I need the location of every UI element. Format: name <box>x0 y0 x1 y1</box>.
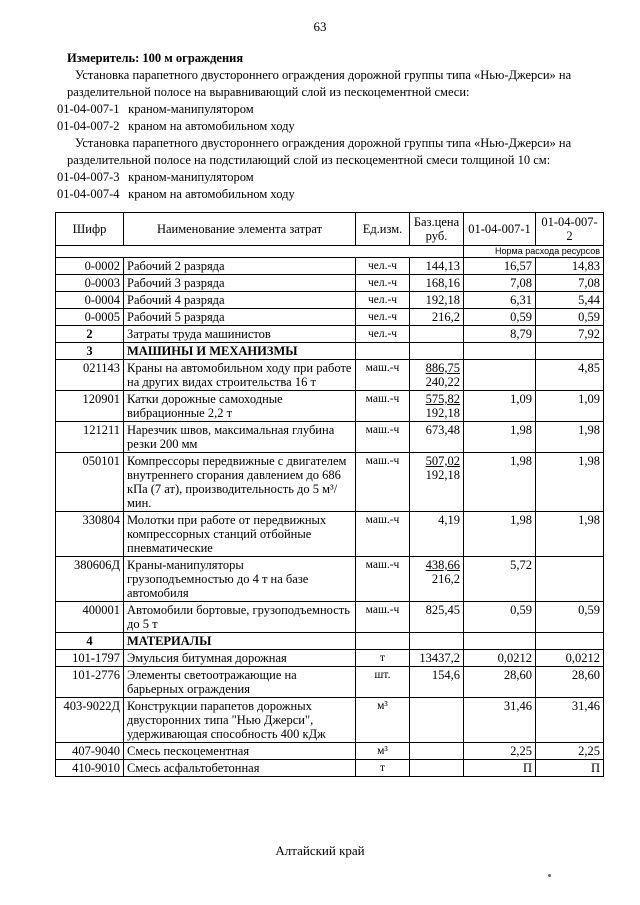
cell-norm-2: 1,98 <box>536 453 604 512</box>
work-description: Установка парапетного двустороннего ограждения дорожной группы типа «Нью-Джерси» на разделительной полосе на подстилающий слой из пескоцементной смеси толщиной 10 см: <box>67 136 572 167</box>
cell-name: Смесь пескоцементная <box>124 743 356 760</box>
cell-name: Катки дорожные самоходные вибрационные 2,2 т <box>124 391 356 422</box>
cell-norm-2: 0,59 <box>536 309 604 326</box>
cell-name: Элементы светоотражающие на барьерных ограждения <box>124 667 356 698</box>
header-name: Наименование элемента затрат <box>124 213 356 246</box>
cell-name: Нарезчик швов, максимальная глубина резки 200 мм <box>124 422 356 453</box>
cell-norm-1: 0,59 <box>464 602 536 633</box>
cell-price <box>410 360 464 391</box>
price-value: 144,13 <box>425 259 460 273</box>
cell-norm-1: 31,46 <box>464 698 536 743</box>
cell-code: 121211 <box>56 422 124 453</box>
cell-norm-1 <box>464 633 536 650</box>
cell-name: Рабочий 3 разряда <box>124 275 356 292</box>
cell-unit: маш.-ч <box>356 602 410 633</box>
group-row <box>56 326 604 343</box>
cell-norm-1: 2,25 <box>464 743 536 760</box>
table-row <box>56 275 604 292</box>
cell-name: Краны-манипуляторы грузоподъемностью до 4 т на базе автомобиля <box>124 557 356 602</box>
cell-norm-1 <box>464 360 536 391</box>
cell-code: 0-0003 <box>56 275 124 292</box>
work-item <box>57 101 597 118</box>
cell-price <box>410 391 464 422</box>
cell-code: 0-0005 <box>56 309 124 326</box>
cell-name: МАТЕРИАЛЫ <box>124 633 356 650</box>
cell-name: Эмульсия битумная дорожная <box>124 650 356 667</box>
cell-norm-2 <box>536 343 604 360</box>
cell-unit <box>356 343 410 360</box>
work-text: краном-манипулятором <box>128 170 254 184</box>
cell-unit: чел.-ч <box>356 326 410 343</box>
cell-name: Молотки при работе от передвижных компрессорных станций отбойные пневматические <box>124 512 356 557</box>
cell-price <box>410 309 464 326</box>
table-row <box>56 743 604 760</box>
cell-norm-1: 0,59 <box>464 309 536 326</box>
cell-price <box>410 292 464 309</box>
header-col2: 01-04-007-2 <box>536 213 604 246</box>
table-row <box>56 360 604 391</box>
cell-unit: чел.-ч <box>356 292 410 309</box>
intro-block <box>57 67 597 135</box>
cell-unit: маш.-ч <box>356 512 410 557</box>
cell-norm-1: 5,72 <box>464 557 536 602</box>
work-code: 01-04-007-3 <box>57 170 120 184</box>
cell-norm-2 <box>536 633 604 650</box>
price-value: 673,48 <box>425 423 460 437</box>
cell-norm-1: 1,98 <box>464 422 536 453</box>
price-value: 168,16 <box>425 276 460 290</box>
intro-section <box>57 50 597 203</box>
table-row <box>56 512 604 557</box>
price-value-secondary: 192,18 <box>425 468 460 482</box>
cell-unit: т <box>356 760 410 777</box>
table-row <box>56 453 604 512</box>
cell-price <box>410 698 464 743</box>
work-text: краном на автомобильном ходу <box>128 119 295 133</box>
header-col1: 01-04-007-1 <box>464 213 536 246</box>
cell-name: Конструкции парапетов дорожных двусторонних типа "Нью Джерси", удерживающая способность 400 кДж <box>124 698 356 743</box>
cell-norm-1: 0,0212 <box>464 650 536 667</box>
cell-unit: маш.-ч <box>356 360 410 391</box>
cell-norm-2: 5,44 <box>536 292 604 309</box>
cell-price <box>410 760 464 777</box>
cell-norm-2: 1,98 <box>536 422 604 453</box>
cell-norm-2: 31,46 <box>536 698 604 743</box>
cell-code: 0-0004 <box>56 292 124 309</box>
cell-name: Затраты труда машинистов <box>124 326 356 343</box>
price-value: 4,19 <box>438 513 460 527</box>
cell-code: 410-9010 <box>56 760 124 777</box>
price-value: 575,82 <box>425 392 460 406</box>
cell-name: Краны на автомобильном ходу при работе на других видах строительства 16 т <box>124 360 356 391</box>
price-value: 507,02 <box>425 454 460 468</box>
cell-price <box>410 258 464 275</box>
cell-code: 380606Д <box>56 557 124 602</box>
cell-norm-1: 6,31 <box>464 292 536 309</box>
work-code: 01-04-007-1 <box>57 102 120 116</box>
scan-speck <box>548 874 551 877</box>
cell-norm-1: 7,08 <box>464 275 536 292</box>
cell-norm-2: 14,83 <box>536 258 604 275</box>
work-text: краном на автомобильном ходу <box>128 187 295 201</box>
cell-unit: маш.-ч <box>356 453 410 512</box>
cell-norm-2: 4,85 <box>536 360 604 391</box>
cell-price <box>410 667 464 698</box>
cell-name: Автомобили бортовые, грузоподъемность до 5 т <box>124 602 356 633</box>
section-row <box>56 633 604 650</box>
price-value: 154,6 <box>431 668 460 682</box>
price-value: 886,75 <box>425 361 460 375</box>
cell-norm-2: 28,60 <box>536 667 604 698</box>
table-row <box>56 391 604 422</box>
work-description: Установка парапетного двустороннего ограждения дорожной группы типа «Нью-Джерси» на разделительной полосе на выравнивающий слой из пескоцементной смеси: <box>67 68 572 99</box>
table-body <box>56 258 604 777</box>
cell-norm-1: 1,98 <box>464 512 536 557</box>
cell-code: 021143 <box>56 360 124 391</box>
page-footer-region: Алтайский край <box>275 843 365 858</box>
cell-norm-2: 7,08 <box>536 275 604 292</box>
cell-norm-1: 1,98 <box>464 453 536 512</box>
cell-norm-2: 7,92 <box>536 326 604 343</box>
table-row <box>56 698 604 743</box>
header-price: Баз.цена руб. <box>410 213 464 246</box>
table-row <box>56 760 604 777</box>
header-code: Шифр <box>56 213 124 246</box>
cell-name: Смесь асфальтобетонная <box>124 760 356 777</box>
intro-block <box>57 135 597 203</box>
cell-price <box>410 343 464 360</box>
cell-price <box>410 512 464 557</box>
cell-code: 2 <box>56 326 124 343</box>
table-row <box>56 602 604 633</box>
price-value-secondary: 216,2 <box>431 572 460 586</box>
cell-norm-1 <box>464 343 536 360</box>
cell-norm-2: 2,25 <box>536 743 604 760</box>
work-item <box>57 118 597 135</box>
resource-norm-table <box>55 212 604 777</box>
cell-code: 400001 <box>56 602 124 633</box>
cell-code: 3 <box>56 343 124 360</box>
cell-name: Рабочий 2 разряда <box>124 258 356 275</box>
cell-code: 101-2776 <box>56 667 124 698</box>
cell-code: 4 <box>56 633 124 650</box>
subheader-norm: Норма расхода ресурсов <box>464 246 604 258</box>
work-text: краном-манипулятором <box>128 102 254 116</box>
cell-norm-1: 28,60 <box>464 667 536 698</box>
cell-norm-1: 1,09 <box>464 391 536 422</box>
price-value: 438,66 <box>425 558 460 572</box>
cell-code: 407-9040 <box>56 743 124 760</box>
price-value: 216,2 <box>431 310 460 324</box>
cell-norm-1: 16,57 <box>464 258 536 275</box>
cell-name: Рабочий 4 разряда <box>124 292 356 309</box>
cell-name: Компрессоры передвижные с двигателем внутреннего сгорания давлением до 686 кПа (7 ат), производительность до 5 м³/мин. <box>124 453 356 512</box>
cell-price <box>410 422 464 453</box>
cell-unit: чел.-ч <box>356 258 410 275</box>
cell-code: 120901 <box>56 391 124 422</box>
cell-price <box>410 743 464 760</box>
table-row <box>56 667 604 698</box>
work-item <box>57 169 597 186</box>
cell-price <box>410 633 464 650</box>
cell-norm-2 <box>536 557 604 602</box>
table-row <box>56 557 604 602</box>
price-value: 192,18 <box>425 293 460 307</box>
cell-unit: чел.-ч <box>356 309 410 326</box>
cell-unit: маш.-ч <box>356 557 410 602</box>
table-row <box>56 422 604 453</box>
cell-norm-1: П <box>464 760 536 777</box>
cell-price <box>410 326 464 343</box>
cell-unit: шт. <box>356 667 410 698</box>
header-unit: Ед.изм. <box>356 213 410 246</box>
cell-code: 0-0002 <box>56 258 124 275</box>
cell-code: 330804 <box>56 512 124 557</box>
cell-unit: м³ <box>356 743 410 760</box>
cell-unit: маш.-ч <box>356 422 410 453</box>
measurer-heading: Измеритель: 100 м ограждения <box>67 51 244 65</box>
cell-code: 050101 <box>56 453 124 512</box>
cell-code: 403-9022Д <box>56 698 124 743</box>
table-header-row <box>56 213 604 246</box>
cell-unit: м³ <box>356 698 410 743</box>
table-row <box>56 650 604 667</box>
cell-norm-2: 1,09 <box>536 391 604 422</box>
cell-unit: т <box>356 650 410 667</box>
cell-unit: маш.-ч <box>356 391 410 422</box>
cell-code: 101-1797 <box>56 650 124 667</box>
section-row <box>56 343 604 360</box>
work-code: 01-04-007-2 <box>57 119 120 133</box>
work-item <box>57 186 597 203</box>
table-row <box>56 309 604 326</box>
cell-unit: чел.-ч <box>356 275 410 292</box>
price-value-secondary: 240,22 <box>425 375 460 389</box>
table-subheader-row <box>56 246 604 258</box>
cell-price <box>410 602 464 633</box>
cell-unit <box>356 633 410 650</box>
cell-name: Рабочий 5 разряда <box>124 309 356 326</box>
price-value: 825,45 <box>425 603 460 617</box>
table-row <box>56 258 604 275</box>
work-code: 01-04-007-4 <box>57 187 120 201</box>
cell-norm-2: 1,98 <box>536 512 604 557</box>
cell-norm-2: 0,0212 <box>536 650 604 667</box>
table-row <box>56 292 604 309</box>
cell-norm-2: П <box>536 760 604 777</box>
cell-price <box>410 557 464 602</box>
page-number: 63 <box>313 19 327 34</box>
price-value: 13437,2 <box>419 651 460 665</box>
cell-price <box>410 275 464 292</box>
cell-name: МАШИНЫ И МЕХАНИЗМЫ <box>124 343 356 360</box>
price-value-secondary: 192,18 <box>425 406 460 420</box>
cell-price <box>410 650 464 667</box>
cell-norm-2: 0,59 <box>536 602 604 633</box>
cell-norm-1: 8,79 <box>464 326 536 343</box>
cell-price <box>410 453 464 512</box>
